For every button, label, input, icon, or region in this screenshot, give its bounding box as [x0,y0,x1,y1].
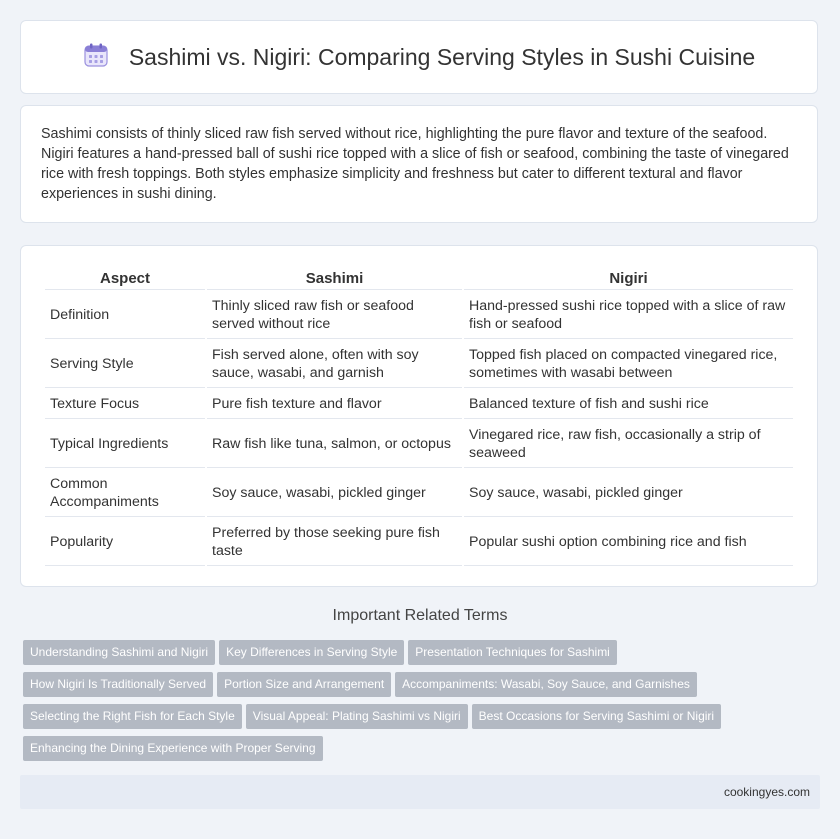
related-term-tag[interactable]: Key Differences in Serving Style [219,640,404,665]
table-cell-nigiri: Topped fish placed on compacted vinegared rice, sometimes with wasabi between [464,341,793,388]
related-term-tag[interactable]: Accompaniments: Wasabi, Soy Sauce, and Garnishes [395,672,697,697]
table-cell-aspect: Common Accompaniments [45,470,205,517]
footer [20,775,820,809]
column-header-aspect: Aspect [45,264,205,290]
column-header-sashimi: Sashimi [207,264,462,290]
related-term-tag[interactable]: Understanding Sashimi and Nigiri [23,640,215,665]
related-term-tag[interactable]: How Nigiri Is Traditionally Served [23,672,213,697]
comparison-table [43,262,795,568]
comparison-table-card [20,245,818,587]
table-cell-nigiri: Soy sauce, wasabi, pickled ginger [464,470,793,517]
table-cell-nigiri: Hand-pressed sushi rice topped with a slice of raw fish or seafood [464,292,793,339]
table-cell-aspect: Serving Style [45,341,205,388]
table-header-row [45,264,793,290]
table-cell-sashimi: Soy sauce, wasabi, pickled ginger [207,470,462,517]
footer-credit[interactable]: cookingyes.com [723,785,810,799]
related-term-tag[interactable]: Presentation Techniques for Sashimi [408,640,617,665]
table-cell-aspect: Texture Focus [45,390,205,419]
related-term-tag[interactable]: Visual Appeal: Plating Sashimi vs Nigiri [246,704,468,729]
table-cell-nigiri: Popular sushi option combining rice and fish [464,519,793,566]
column-header-nigiri: Nigiri [464,264,793,290]
table-cell-sashimi: Preferred by those seeking pure fish taste [207,519,462,566]
table-cell-sashimi: Raw fish like tuna, salmon, or octopus [207,421,462,468]
related-terms-tags [23,640,813,768]
table-cell-sashimi: Fish served alone, often with soy sauce, wasabi, and garnish [207,341,462,388]
related-term-tag[interactable]: Portion Size and Arrangement [217,672,391,697]
table-row [45,341,793,388]
table-cell-nigiri: Balanced texture of fish and sushi rice [464,390,793,419]
table-row [45,470,793,517]
table-cell-sashimi: Pure fish texture and flavor [207,390,462,419]
intro-card [20,105,818,223]
table-cell-sashimi: Thinly sliced raw fish or seafood served without rice [207,292,462,339]
related-term-tag[interactable]: Selecting the Right Fish for Each Style [23,704,242,729]
related-terms-heading: Important Related Terms [332,607,508,624]
calendar-icon [83,42,109,73]
table-cell-aspect: Popularity [45,519,205,566]
header-card [20,20,818,94]
related-term-tag[interactable]: Enhancing the Dining Experience with Proper Serving [23,736,323,761]
table-cell-aspect: Definition [45,292,205,339]
title-wrap [83,42,755,73]
table-cell-aspect: Typical Ingredients [45,421,205,468]
table-row [45,390,793,419]
intro-paragraph: Sashimi consists of thinly sliced raw fish served without rice, highlighting the pure flavor and texture of the seafood. Nigiri features a hand-pressed ball of sushi rice topped with a slice of fish or seafood, combining the taste of vinegared rice with fresh toppings. Both styles emphasize simplicity and freshness but cater to different textural and flavor experiences in sushi dining. [41,126,789,202]
related-term-tag[interactable]: Best Occasions for Serving Sashimi or Nigiri [472,704,721,729]
page-title: Sashimi vs. Nigiri: Comparing Serving Styles in Sushi Cuisine [128,43,756,70]
table-row [45,292,793,339]
table-row [45,519,793,566]
table-row [45,421,793,468]
table-cell-nigiri: Vinegared rice, raw fish, occasionally a strip of seaweed [464,421,793,468]
